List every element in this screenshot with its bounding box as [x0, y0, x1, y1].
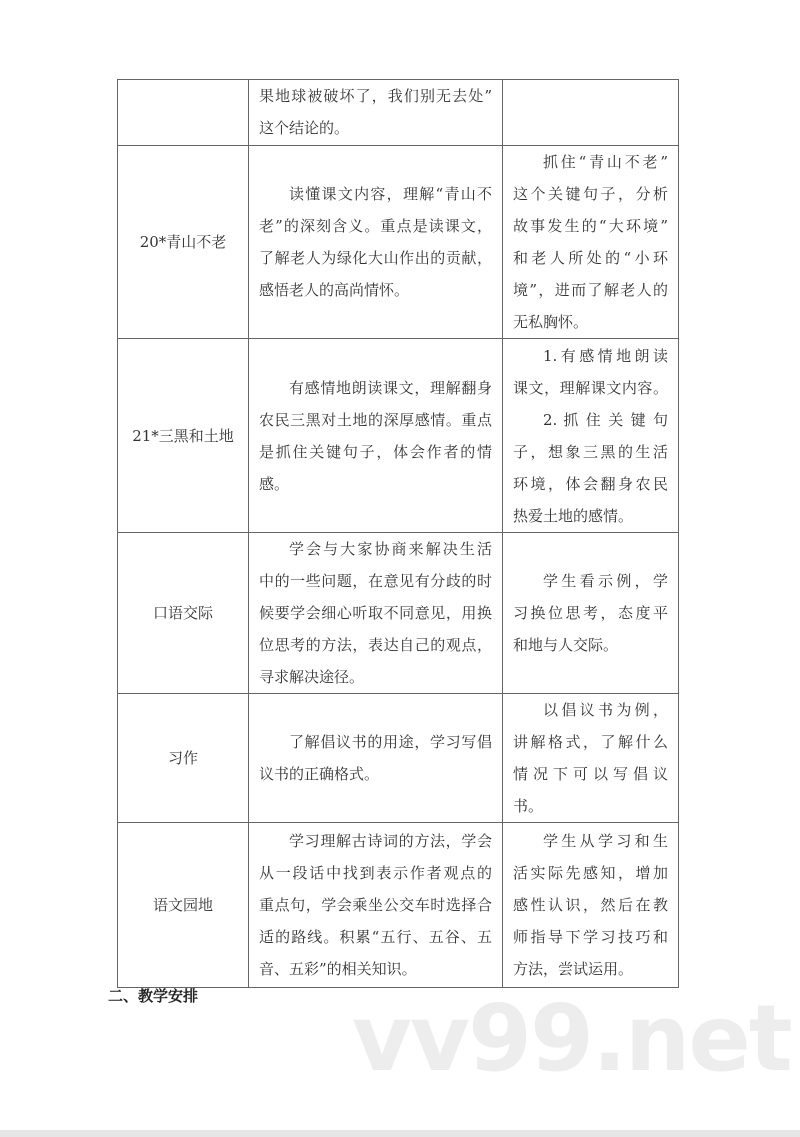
teaching-method-cell	[503, 694, 679, 823]
cell-line: 读懂课文内容，理解“青山不	[289, 185, 492, 203]
section-heading: 二、教学安排	[108, 987, 199, 1005]
cell-line: 有感情地朗读课文，理解翻身	[289, 378, 492, 397]
cell-line: 热爱土地的感情。	[513, 506, 634, 525]
cell-line: 子，想象三黑的生活	[513, 442, 668, 461]
cell-line: 果地球被破坏了，我们别无去处”	[259, 87, 492, 105]
cell-line: 抓住“青山不老”	[543, 153, 668, 171]
cell-line: 讲解格式，了解什么	[513, 733, 668, 751]
teaching-method-cell	[503, 533, 679, 694]
teaching-method-cell	[503, 339, 679, 533]
table-row	[118, 339, 679, 533]
cell-line: 1.有感情地朗读	[543, 346, 668, 365]
cell-line: 活实际先感知，增加	[513, 864, 668, 882]
cell-line: 学习理解古诗词的方法，学会	[289, 832, 492, 850]
cell-line: 书。	[513, 797, 544, 815]
cell-line: 候要学会细心听取不同意见，用换	[259, 604, 492, 622]
cell-line: 感。	[259, 474, 290, 493]
teaching-goal-cell	[249, 533, 503, 694]
table-row	[118, 146, 679, 339]
cell-line: 寻求解决途径。	[259, 668, 365, 686]
teaching-goal-cell	[249, 80, 503, 146]
cell-line: 2. 抓 住 关 键 句	[543, 410, 668, 429]
teaching-method-cell	[503, 823, 679, 988]
cell-line: 以倡议书为例，	[543, 701, 668, 719]
cell-line: 学生从学习和生	[543, 832, 668, 850]
cell-line: 环境，体会翻身农民	[513, 474, 668, 493]
teaching-goal-cell	[249, 823, 503, 988]
lesson-name	[118, 80, 249, 146]
cell-line: 了解老人为绿化大山作出的贡献，	[259, 249, 492, 267]
cell-line: 习换位思考，态度平	[513, 604, 668, 622]
cell-line: 议书的正确格式。	[259, 765, 380, 783]
lesson-name: 20*青山不老	[118, 146, 249, 339]
cell-line: 学生看示例，学	[543, 572, 668, 590]
cell-line: 农民三黑对土地的深厚感情。重点	[259, 410, 492, 429]
table-row	[118, 823, 679, 988]
cell-line: 学会与大家协商来解决生活	[289, 540, 492, 558]
teaching-goal-cell	[249, 339, 503, 533]
cell-line: 课文，理解课文内容。	[513, 378, 668, 397]
cell-line: 无私胸怀。	[513, 313, 589, 331]
cell-line: 和地与人交际。	[513, 636, 619, 654]
teaching-method-cell	[503, 80, 679, 146]
lesson-name: 21*三黑和土地	[118, 339, 249, 533]
cell-line: 音、五彩”的相关知识。	[259, 960, 417, 978]
teaching-goal-cell	[249, 146, 503, 339]
cell-line: 方法，尝试运用。	[513, 960, 634, 978]
table-row	[118, 694, 679, 823]
cell-line: 感性认识，然后在教	[513, 896, 668, 914]
teaching-goal-cell	[249, 694, 503, 823]
cell-line: 这个结论的。	[259, 119, 350, 137]
lesson-name: 口语交际	[118, 533, 249, 694]
cell-line: 情况下可以写倡议	[513, 765, 668, 783]
lesson-name: 语文园地	[118, 823, 249, 988]
page-bottom-edge	[0, 1130, 800, 1137]
table-row	[118, 533, 679, 694]
lesson-table	[117, 79, 679, 988]
cell-line: 和老人所处的“小环	[513, 249, 668, 267]
cell-line: 这个关键句子，分析	[513, 185, 668, 203]
cell-line: 了解倡议书的用途，学习写倡	[289, 733, 492, 751]
cell-line: 适的路线。积累“五行、五谷、五	[259, 928, 492, 946]
lesson-name: 习作	[118, 694, 249, 823]
teaching-method-cell	[503, 146, 679, 339]
cell-line: 位思考的方法，表达自己的观点，	[259, 636, 492, 654]
cell-line: 师指导下学习技巧和	[513, 928, 668, 946]
cell-line: 是抓住关键句子，体会作者的情	[259, 442, 492, 461]
cell-line: 故事发生的“大环境”	[513, 217, 668, 235]
cell-line: 境”，进而了解老人的	[513, 281, 668, 299]
table-row	[118, 80, 679, 146]
cell-line: 从一段话中找到表示作者观点的	[259, 864, 492, 882]
cell-line: 中的一些问题，在意见有分歧的时	[259, 572, 492, 590]
cell-line: 感悟老人的高尚情怀。	[259, 281, 410, 299]
cell-line: 老”的深刻含义。重点是读课文，	[259, 217, 492, 235]
cell-line: 重点句，学会乘坐公交车时选择合	[259, 896, 492, 914]
watermark: vv99.net	[352, 985, 791, 1092]
